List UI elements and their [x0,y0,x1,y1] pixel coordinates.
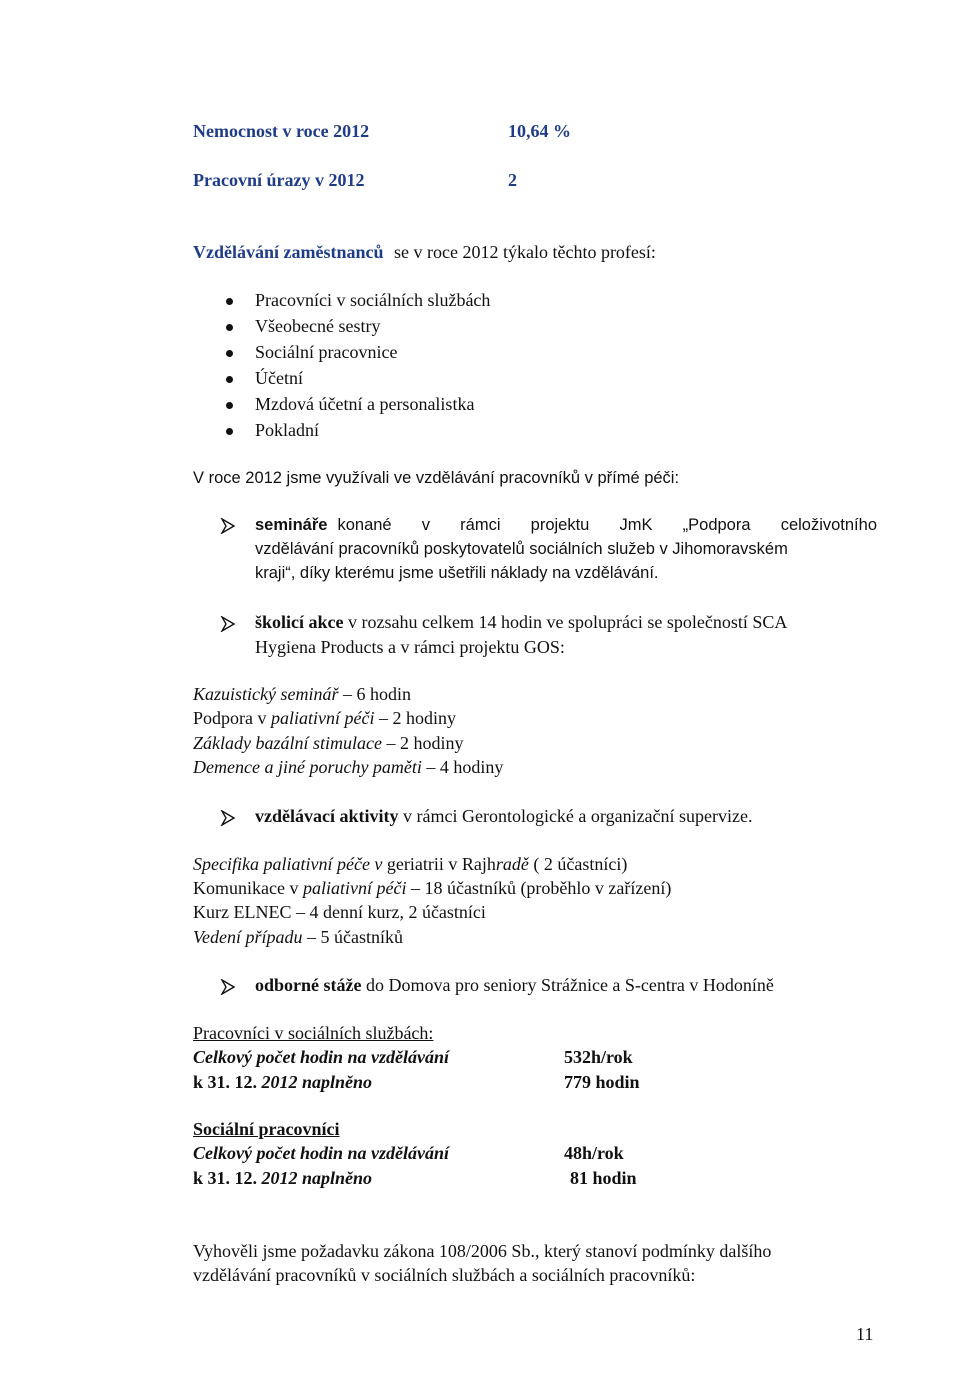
course-prefix: Podpora v [193,708,271,728]
course-text-italic: radě [495,854,529,874]
seminare-bold: semináře [255,516,328,534]
bullet-icon [226,298,233,305]
course-name: Specifika paliativní péče v [193,854,383,874]
skolici-line1 [255,612,787,633]
course-hours: – 2 hodiny [374,708,456,728]
summary1-row2-value: 779 hodin [564,1072,640,1092]
arrow-bullet-icon [220,810,236,826]
course-participants: – 5 účastníků [302,927,403,947]
bullet-icon [226,428,233,435]
course-item [193,684,411,705]
date-label: k 31. 12. [193,1072,258,1092]
aktivity-line [255,806,753,827]
course-participants: – 18 účastníků (proběhlo v zařízení) [406,878,672,898]
bullet-icon [226,402,233,409]
course-name: Základy bazální stimulace [193,733,382,753]
course2-line3: Kurz ELNEC – 4 denní kurz, 2 účastníci [193,902,486,922]
summary2-row1-label: Celkový počet hodin na vzdělávání [193,1143,449,1163]
course-item [193,708,456,729]
bullet-icon [226,376,233,383]
skolici-line1-rest: v rozsahu celkem 14 hodin ve spolupráci se společností SCA [348,612,788,632]
arrow-bullet-icon [220,518,236,534]
urazy-value: 2 [508,170,517,190]
urazy-label: Pracovní úrazy v 2012 [193,170,365,190]
page-number: 11 [856,1324,874,1344]
nemocnost-value: 10,64 % [508,121,571,141]
staze-bold: odborné stáže [255,975,362,995]
summary1-row2-label [193,1072,372,1093]
summary2-row1-value: 48h/rok [564,1143,624,1163]
seminare-line1-rest: konané v rámci projektu JmK „Podpora celoživotního [337,516,877,534]
course-item [193,733,464,754]
arrow-bullet-icon [220,979,236,995]
course-text: geriatrii v Rajh [382,854,496,874]
vzdelavani-heading [193,242,656,263]
course2-line4 [193,927,403,948]
date-label: k 31. 12. [193,1168,258,1188]
bullet-icon [226,324,233,331]
list-item: Všeobecné sestry [255,316,381,336]
arrow-bullet-icon [220,616,236,632]
fulfilled-label: 2012 naplněno [257,1072,373,1092]
staze-rest: do Domova pro seniory Strážnice a S-centra v Hodoníně [366,975,774,995]
course-name: paliativní péči [302,878,407,898]
summary2-row2-value: 81 hodin [570,1168,637,1188]
vyuzivani-intro: V roce 2012 jsme využívali ve vzdělávání pracovníků v přímé péči: [193,469,680,487]
footer-line2: vzdělávání pracovníků v sociálních službách a sociálních pracovníků: [193,1265,696,1285]
course-name: Vedení případu [193,927,303,947]
course2-line2 [193,878,671,899]
summary1-row1-label: Celkový počet hodin na vzdělávání [193,1047,449,1067]
skolici-bold: školicí akce [255,612,344,632]
vzdelavani-title-rest: se v roce 2012 týkalo těchto profesí: [394,242,656,262]
course2-line1 [193,854,627,875]
course-name: Kazuistický seminář [193,684,339,704]
course-hours: – 2 hodiny [381,733,464,753]
bullet-icon [226,350,233,357]
course-prefix: Komunikace v [193,878,303,898]
seminare-line1 [255,516,877,535]
fulfilled-label: 2012 naplněno [257,1168,373,1188]
course-name: paliativní péči [271,708,375,728]
footer-line1: Vyhověli jsme požadavku zákona 108/2006 Sb., který stanoví podmínky dalšího [193,1241,772,1261]
list-item: Mzdová účetní a personalistka [255,394,475,414]
nemocnost-label: Nemocnost v roce 2012 [193,121,370,141]
course-hours: – 6 hodin [338,684,412,704]
staze-line [255,975,774,996]
course-item [193,757,503,778]
list-item: Sociální pracovnice [255,342,398,362]
summary2-title: Sociální pracovníci [193,1119,340,1139]
aktivity-bold: vzdělávací aktivity [255,806,399,826]
list-item: Pracovníci v sociálních službách [255,290,491,310]
summary1-title: Pracovníci v sociálních službách: [193,1023,434,1043]
summary2-row2-label [193,1168,372,1189]
seminare-line2: vzdělávání pracovníků poskytovatelů sociálních služeb v Jihomoravském [255,540,788,558]
skolici-line2: Hygiena Products a v rámci projektu GOS: [255,637,565,657]
aktivity-rest: v rámci Gerontologické a organizační supervize. [402,806,753,826]
course-name: Demence a jiné poruchy paměti [193,757,422,777]
course-hours: – 4 hodiny [421,757,504,777]
vzdelavani-title: Vzdělávání zaměstnanců [193,242,384,262]
course-participants: ( 2 účastníci) [528,854,628,874]
list-item: Účetní [255,368,303,388]
list-item: Pokladní [255,420,320,440]
summary1-row1-value: 532h/rok [564,1047,633,1067]
seminare-line3: kraji“, díky kterému jsme ušetřili náklady na vzdělávání. [255,564,659,582]
